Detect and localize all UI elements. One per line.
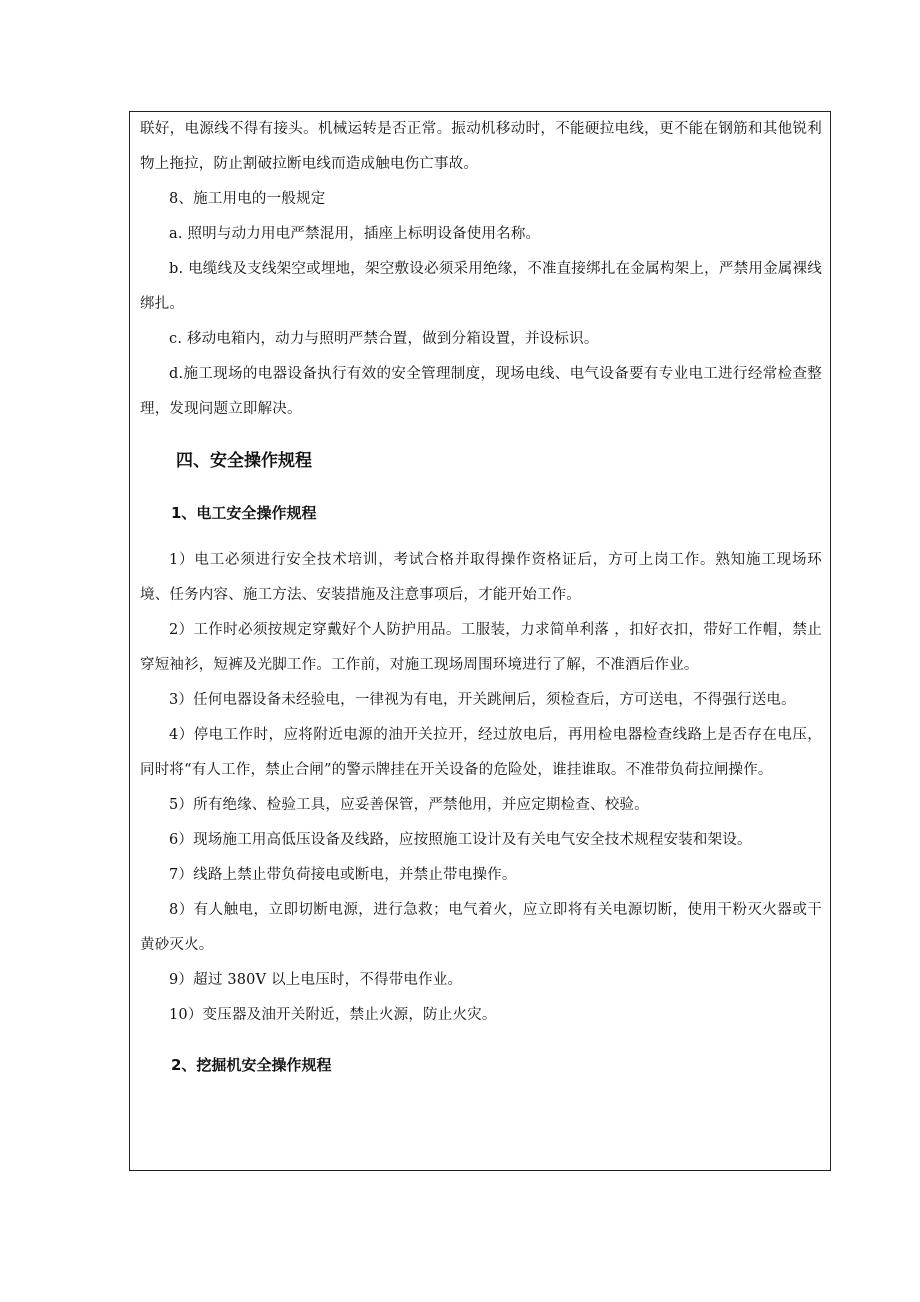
rule-item: 7）线路上禁止带负荷接电或断电，并禁止带电操作。 <box>169 867 517 883</box>
sub-heading-electrician: 1、电工安全操作规程 <box>171 504 317 522</box>
rule-item: 1）电工必须进行安全技术培训，考试合格并取得操作资格证后，方可上岗工作。熟知施工现场环境、任务内容、施工方法、安装措施及注意事项后，才能开始工作。 <box>140 552 822 603</box>
rule-item: 9）超过 380V 以上电压时，不得带电作业。 <box>169 972 463 988</box>
rule-item: 2）工作时必须按规定穿戴好个人防护用品。工服装，力求简单利落 ，扣好衣扣，带好工作帽，禁止穿短袖衫，短裤及光脚工作。工作前，对施工现场周围环境进行了解，不准酒后作业。 <box>140 622 822 673</box>
paragraph-item-8: 8、施工用电的一般规定 <box>169 191 326 207</box>
rule-item: 8）有人触电，立即切断电源，进行急救；电气着火，应立即将有关电源切断，使用干粉灭火器或干黄砂灭火。 <box>140 902 822 953</box>
paragraph-item-d: d.施工现场的电器设备执行有效的安全管理制度，现场电线、电气设备要有专业电工进行经常检查整理，发现问题立即解决。 <box>140 366 822 417</box>
document-frame <box>129 111 831 1171</box>
paragraph-item-c: c. 移动电箱内，动力与照明严禁合置，做到分箱设置，并设标识。 <box>169 331 599 347</box>
section-heading: 四、安全操作规程 <box>176 451 312 471</box>
paragraph-item-b: b. 电缆线及支线架空或埋地，架空敷设必须采用绝缘，不准直接绑扎在金属构架上，严禁用金属裸线绑扎。 <box>140 261 822 312</box>
rule-item: 5）所有绝缘、检验工具，应妥善保管，严禁他用，并应定期检查、校验。 <box>169 797 649 813</box>
rule-item: 4）停电工作时，应将附近电源的油开关拉开，经过放电后，再用检电器检查线路上是否存在电压，同时将“有人工作，禁止合闸”的警示牌挂在开关设备的危险处，谁挂谁取。不准带负荷拉闸操作。 <box>140 727 822 778</box>
sub-heading-excavator: 2、挖掘机安全操作规程 <box>171 1056 332 1074</box>
rule-item: 10）变压器及油开关附近，禁止火源，防止火灾。 <box>169 1007 497 1023</box>
rule-item: 6）现场施工用高低压设备及线路，应按照施工设计及有关电气安全技术规程安装和架设。 <box>169 832 752 848</box>
rule-item: 3）任何电器设备未经验电，一律视为有电，开关跳闸后，须检查后，方可送电，不得强行送电。 <box>169 692 796 708</box>
paragraph-continuation: 联好，电源线不得有接头。机械运转是否正常。振动机移动时，不能硬拉电线，更不能在钢筋和其他锐利物上拖拉，防止割破拉断电线而造成触电伤亡事故。 <box>140 121 822 172</box>
document-content <box>140 112 822 1085</box>
paragraph-item-a: a. 照明与动力用电严禁混用，插座上标明设备使用名称。 <box>169 226 541 242</box>
